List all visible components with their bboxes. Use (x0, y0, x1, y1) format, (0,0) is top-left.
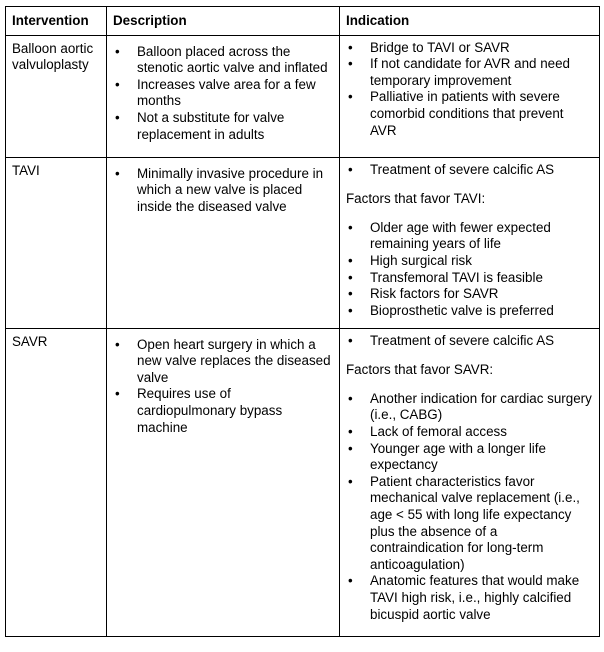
factors-label: Factors that favor TAVI: (346, 191, 486, 207)
list-item: • Open heart surgery in which a new valve replaces the diseased valve (137, 337, 333, 387)
list-item: • Balloon placed across the stenotic aortic valve and inflated (137, 44, 333, 77)
list-item: • Treatment of severe calcific AS (370, 333, 593, 350)
table-row (6, 157, 600, 328)
list-item: • Younger age with a longer life expectancy (370, 441, 593, 474)
list-item: • Anatomic features that would make TAVI high risk, i.e., highly calcified bicuspid aortic valve (370, 573, 593, 623)
description-cell (107, 328, 340, 636)
header-indication: Indication (340, 7, 600, 36)
list-item: • Treatment of severe calcific AS (370, 162, 593, 179)
table-row (6, 328, 600, 636)
indication-cell (340, 35, 600, 157)
header-row (6, 7, 600, 36)
intervention-cell: Balloon aortic valvuloplasty (6, 35, 107, 157)
factors-list (346, 391, 593, 623)
indication-cell (340, 157, 600, 328)
list-item: • Older age with fewer expected remaining years of life (370, 220, 593, 253)
list-item: • Lack of femoral access (370, 424, 593, 441)
description-cell (107, 35, 340, 157)
list-item: • Not a substitute for valve replacement in adults (137, 110, 333, 143)
indication-list (346, 162, 593, 179)
description-list (113, 166, 333, 216)
factors-list (346, 220, 593, 320)
list-item: • High surgical risk (370, 253, 593, 270)
description-cell (107, 157, 340, 328)
list-item: • Bridge to TAVI or SAVR (370, 40, 593, 57)
description-list (113, 337, 333, 437)
indication-list (346, 40, 593, 140)
indication-cell (340, 328, 600, 636)
indication-list (346, 333, 593, 350)
list-item: • Bioprosthetic valve is preferred (370, 303, 593, 320)
intervention-cell: TAVI (6, 157, 107, 328)
comparison-table (5, 6, 600, 637)
list-item: • Another indication for cardiac surgery (i.e., CABG) (370, 391, 593, 424)
list-item: • Requires use of cardiopulmonary bypass machine (137, 386, 333, 436)
description-list (113, 44, 333, 144)
list-item: • Increases valve area for a few months (137, 77, 333, 110)
list-item: • Minimally invasive procedure in which a new valve is placed inside the diseased valve (137, 166, 333, 216)
list-item: • Risk factors for SAVR (370, 286, 593, 303)
header-intervention: Intervention (6, 7, 107, 36)
intervention-cell: SAVR (6, 328, 107, 636)
header-description: Description (107, 7, 340, 36)
factors-label: Factors that favor SAVR: (346, 362, 494, 378)
list-item: • Palliative in patients with severe comorbid conditions that prevent AVR (370, 89, 593, 139)
list-item: • If not candidate for AVR and need temporary improvement (370, 56, 593, 89)
list-item: • Patient characteristics favor mechanical valve replacement (i.e., age < 55 with long life expectancy plus the absence of a contraindication for long-term anticoagulation) (370, 474, 593, 574)
list-item: • Transfemoral TAVI is feasible (370, 270, 593, 287)
table-row (6, 35, 600, 157)
